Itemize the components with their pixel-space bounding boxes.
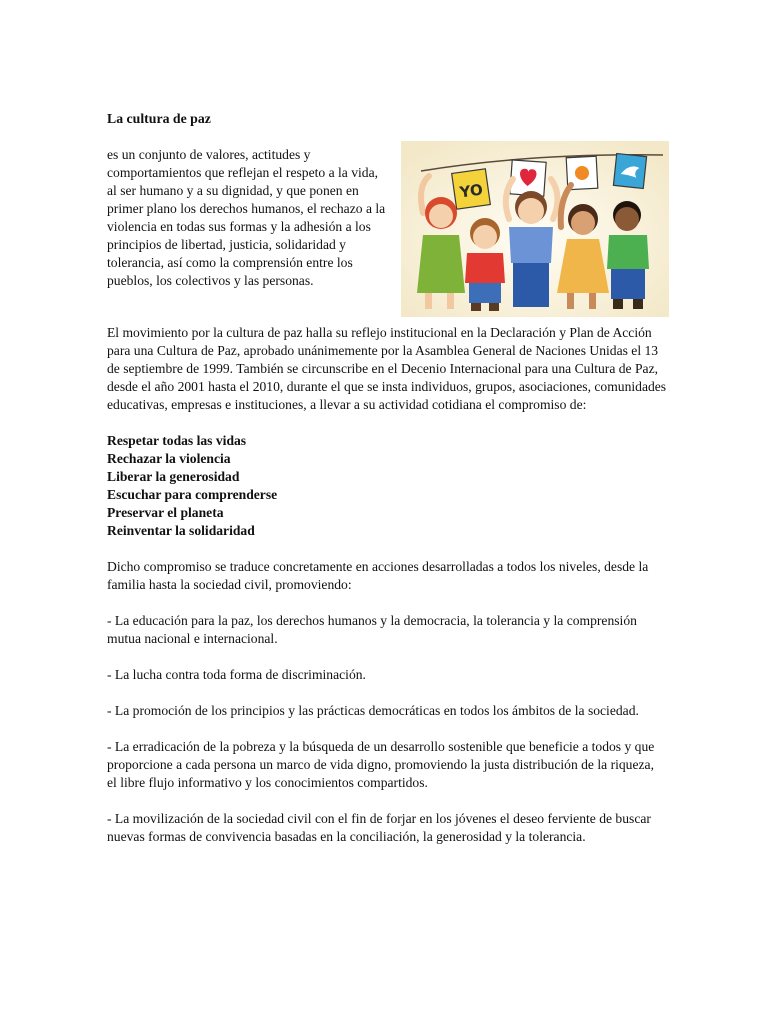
child-red-shirt: [465, 218, 505, 311]
principle-item: Preservar el planeta: [107, 505, 224, 520]
action-item: - La promoción de los principios y las prácticas democráticas en todos los ámbitos de la sociedad.: [107, 703, 639, 718]
action-item: - La educación para la paz, los derechos humanos y la democracia, la tolerancia y la comprensión mutua nacional e internacional.: [107, 613, 637, 646]
intro-paragraph: es un conjunto de valores, actitudes y comportamientos que reflejan el respeto a la vida, al ser humano y a su dignidad, y que ponen en primer plano los derechos humanos, el rechazo a la violencia en todas sus formas y la adhesión a los principios de libertad, justicia, solidaridad y tolerancia, así como la comprensión entre los pueblos, los colectivos y las personas.: [107, 147, 386, 288]
document-body: [107, 324, 667, 864]
principle-item: Rechazar la violencia: [107, 451, 231, 466]
principle-item: Escuchar para comprenderse: [107, 487, 278, 502]
yo-sign-text: YO: [458, 180, 484, 202]
paragraph-commitment: Dicho compromiso se traduce concretamente en acciones desarrolladas a todos los niveles, desde la familia hasta la sociedad civil, promoviendo:: [107, 559, 649, 592]
document-title: La cultura de paz: [107, 111, 211, 126]
action-item: - La erradicación de la pobreza y la búsqueda de un desarrollo sostenible que beneficie a todos y que proporcione a cada persona un marco de vida digno, promoviendo la justa distribución de la riqueza, el libre flujo informativo y los conocimientos compartidos.: [107, 739, 655, 790]
principle-item: Reinventar la solidaridad: [107, 523, 255, 538]
paragraph-movement: El movimiento por la cultura de paz halla su reflejo institucional en la Declaración y Plan de Acción para una Cultura de Paz, aprobado unánimemente por la Asamblea General de Naciones Unidas el 13 de septiembre de 1999. También se circunscribe en el Decenio Internacional para una Cultura de Paz, desde el año 2001 hasta el 2010, durante el que se insta individuos, grupos, asociaciones, comunidades educativas, empresas e instituciones, a llevar a su actividad cotidiana el compromiso de:: [107, 325, 667, 412]
action-item: - La lucha contra toda forma de discriminación.: [107, 667, 366, 682]
action-item: - La movilización de la sociedad civil con el fin de forjar en los jóvenes el deseo ferviente de buscar nuevas formas de convivencia basadas en la conciliación, la generosidad y la tolerancia.: [107, 811, 651, 844]
principle-item: Liberar la generosidad: [107, 469, 240, 484]
principle-item: Respetar todas las vidas: [107, 433, 247, 448]
yo-sign: [452, 169, 491, 209]
principles-list: [107, 432, 667, 540]
children-peace-illustration: [401, 141, 669, 317]
dove-sign: [613, 154, 646, 189]
